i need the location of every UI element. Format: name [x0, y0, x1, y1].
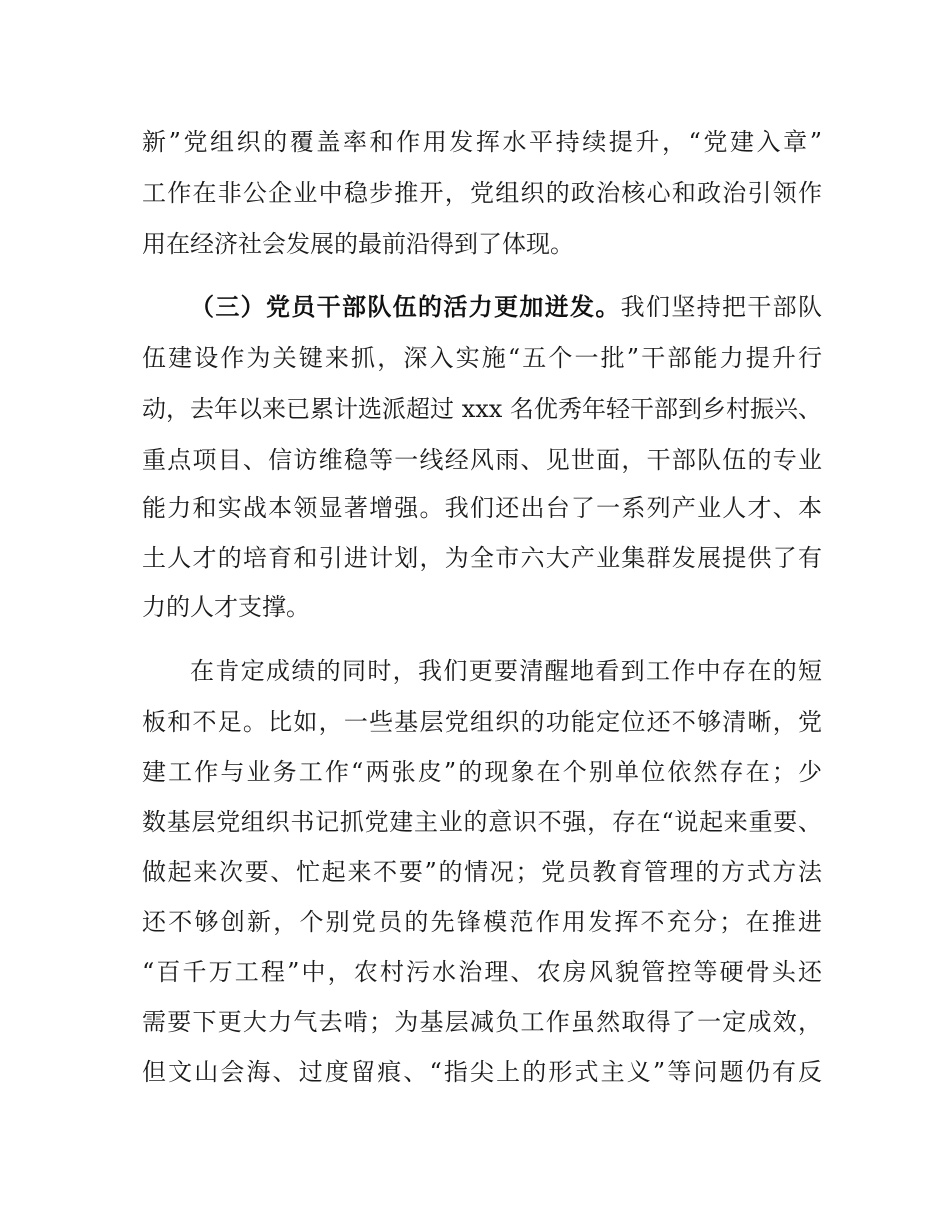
paragraph-2-line-7: 力的人才支撑。: [142, 593, 310, 621]
paragraph-3-line-1: 在肯定成绩的同时，我们更要清醒地看到工作中存在的短: [190, 657, 822, 685]
paragraph-2-line-5: 能力和实战本领显著增强。我们还出台了一系列产业人才、本: [142, 494, 822, 522]
paragraph-1-line-3: 用在经济社会发展的最前沿得到了体现。: [142, 230, 574, 258]
section-heading: （三）党员干部队伍的活力更加迸发。: [190, 293, 621, 321]
paragraph-3-line-4: 数基层党组织书记抓党建主业的意识不强，存在“说起来重要、: [142, 808, 822, 836]
paragraph-1-line-2: 工作在非公企业中稳步推开，党组织的政治核心和政治引领作: [142, 179, 822, 207]
paragraph-2-line-2: 伍建设作为关键来抓，深入实施“五个一批”干部能力提升行: [142, 344, 822, 372]
paragraph-2-line-3: 动，去年以来已累计选派超过 xxx 名优秀年轻干部到乡村振兴、: [142, 395, 822, 423]
paragraph-3-line-5: 做起来次要、忙起来不要”的情况；党员教育管理的方式方法: [142, 858, 822, 886]
paragraph-3-line-9: 但文山会海、过度留痕、“指尖上的形式主义”等问题仍有反: [142, 1058, 822, 1086]
paragraph-1-line-1: 新”党组织的覆盖率和作用发挥水平持续提升，“党建入章”: [142, 128, 822, 156]
paragraph-3-line-6: 还不够创新，个别党员的先锋模范作用发挥不充分；在推进: [142, 908, 822, 936]
paragraph-2-line-6: 土人才的培育和引进计划，为全市六大产业集群发展提供了有: [142, 544, 822, 572]
paragraph-2-line-1-text: 我们坚持把干部队: [620, 293, 823, 321]
paragraph-2-line-1: [190, 285, 822, 329]
paragraph-3-line-2: 板和不足。比如，一些基层党组织的功能定位还不够清晰，党: [142, 708, 822, 736]
paragraph-3-line-3: 建工作与业务工作“两张皮”的现象在个别单位依然存在；少: [142, 758, 822, 786]
paragraph-3-line-8: 需要下更大力气去啃；为基层减负工作虽然取得了一定成效，: [142, 1008, 822, 1036]
paragraph-3-line-7: “百千万工程”中，农村污水治理、农房风貌管控等硬骨头还: [142, 958, 822, 986]
paragraph-2-line-4: 重点项目、信访维稳等一线经风雨、见世面，干部队伍的专业: [142, 446, 822, 474]
